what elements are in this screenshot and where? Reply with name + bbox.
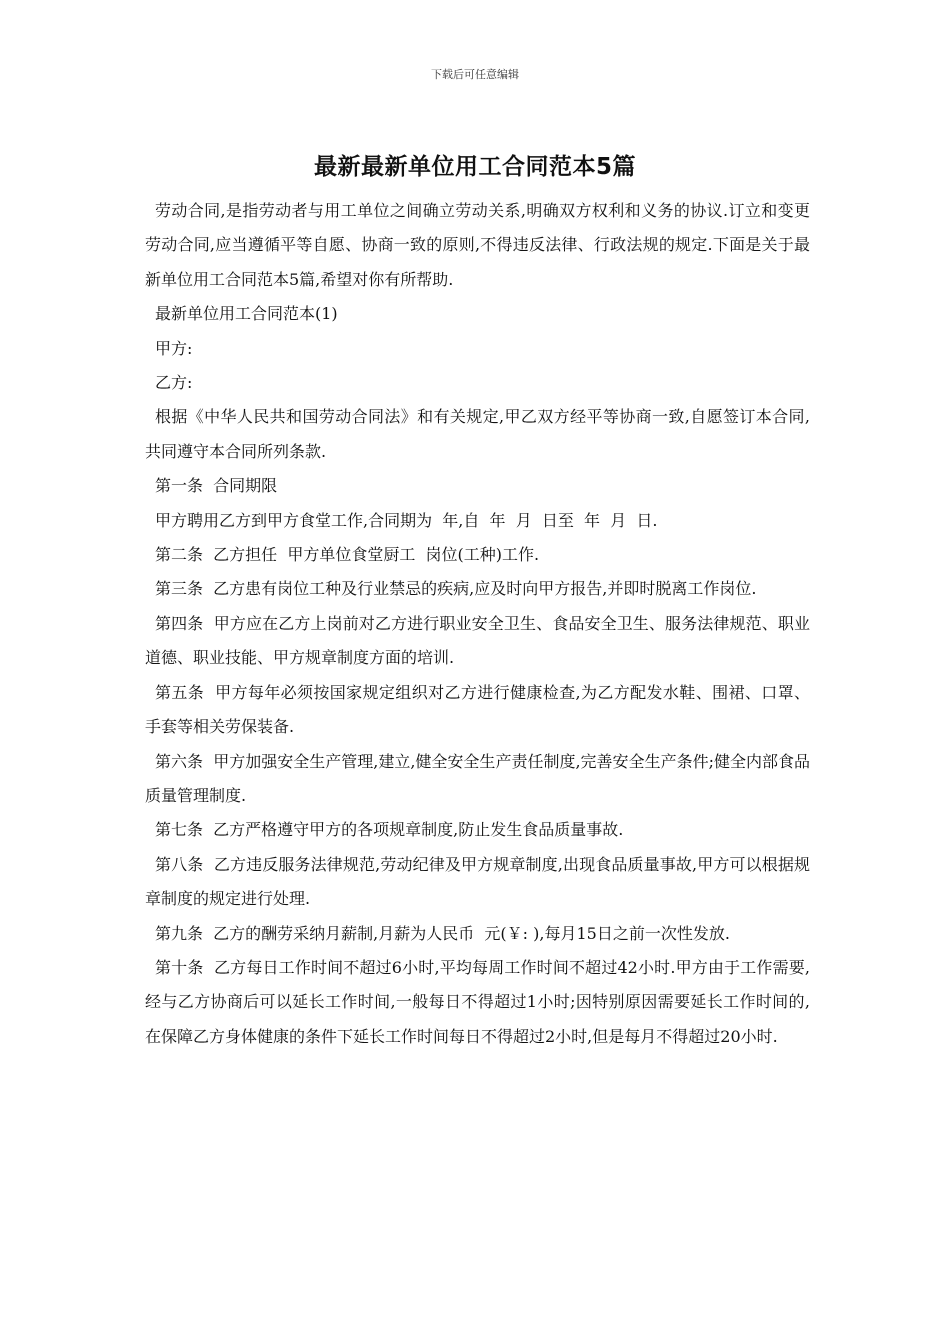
clause-2: 第二条 乙方担任 甲方单位食堂厨工 岗位(工种)工作.: [155, 545, 540, 565]
clause-5: 第五条 甲方每年必须按国家规定组织对乙方进行健康检查,为乙方配发水鞋、围裙、口罩、手套等相关劳保装备.: [145, 682, 810, 737]
clause-1-text: 甲方聘用乙方到甲方食堂工作,合同期为 年,自 年 月 日至 年 月 日.: [155, 510, 658, 530]
clause-6: 第六条 甲方加强安全生产管理,建立,健全安全生产责任制度,完善安全生产条件;健全内部食品质量管理制度.: [145, 751, 810, 805]
clause-8: 第八条 乙方违反服务法律规范,劳动纪律及甲方规章制度,出现食品质量事故,甲方可以根据规章制度的规定进行处理.: [145, 854, 810, 909]
clause-4: 第四条 甲方应在乙方上岗前对乙方进行职业安全卫生、食品安全卫生、服务法律规范、职业道德、职业技能、甲方规章制度方面的培训.: [145, 613, 810, 668]
clause-7: 第七条 乙方严格遵守甲方的各项规章制度,防止发生食品质量事故.: [155, 820, 624, 840]
header-note: 下载后可任意编辑: [431, 68, 519, 81]
preamble-paragraph: 根据《中华人民共和国劳动合同法》和有关规定,甲乙双方经平等协商一致,自愿签订本合同,共同遵守本合同所列条款.: [145, 407, 810, 461]
party-b-line: 乙方:: [155, 373, 193, 393]
party-a-line: 甲方:: [155, 338, 193, 358]
section-heading: 最新单位用工合同范本(1): [155, 304, 338, 324]
document-title: 最新最新单位用工合同范本5篇: [313, 154, 636, 180]
document-body: [145, 194, 810, 1054]
intro-paragraph: 劳动合同,是指劳动者与用工单位之间确立劳动关系,明确双方权利和义务的协议.订立和变更劳动合同,应当遵循平等自愿、协商一致的原则,不得违反法律、行政法规的规定.下面是关于最新单位用工合同范本5篇,希望对你有所帮助.: [145, 201, 810, 289]
clause-10: 第十条 乙方每日工作时间不超过6小时,平均每周工作时间不超过42小时.甲方由于工作需要,经与乙方协商后可以延长工作时间,一般每日不得超过1小时;因特别原因需要延长工作时间的,在保障乙方身体健康的条件下延长工作时间每日不得超过2小时,但是每月不得超过20小时.: [145, 957, 810, 1046]
clause-9: 第九条 乙方的酬劳采纳月薪制,月薪为人民币 元(￥: ),每月15日之前一次性发放.: [155, 923, 730, 943]
clause-1-heading: 第一条 合同期限: [155, 476, 278, 496]
clause-3: 第三条 乙方患有岗位工种及行业禁忌的疾病,应及时向甲方报告,并即时脱离工作岗位.: [155, 579, 757, 599]
